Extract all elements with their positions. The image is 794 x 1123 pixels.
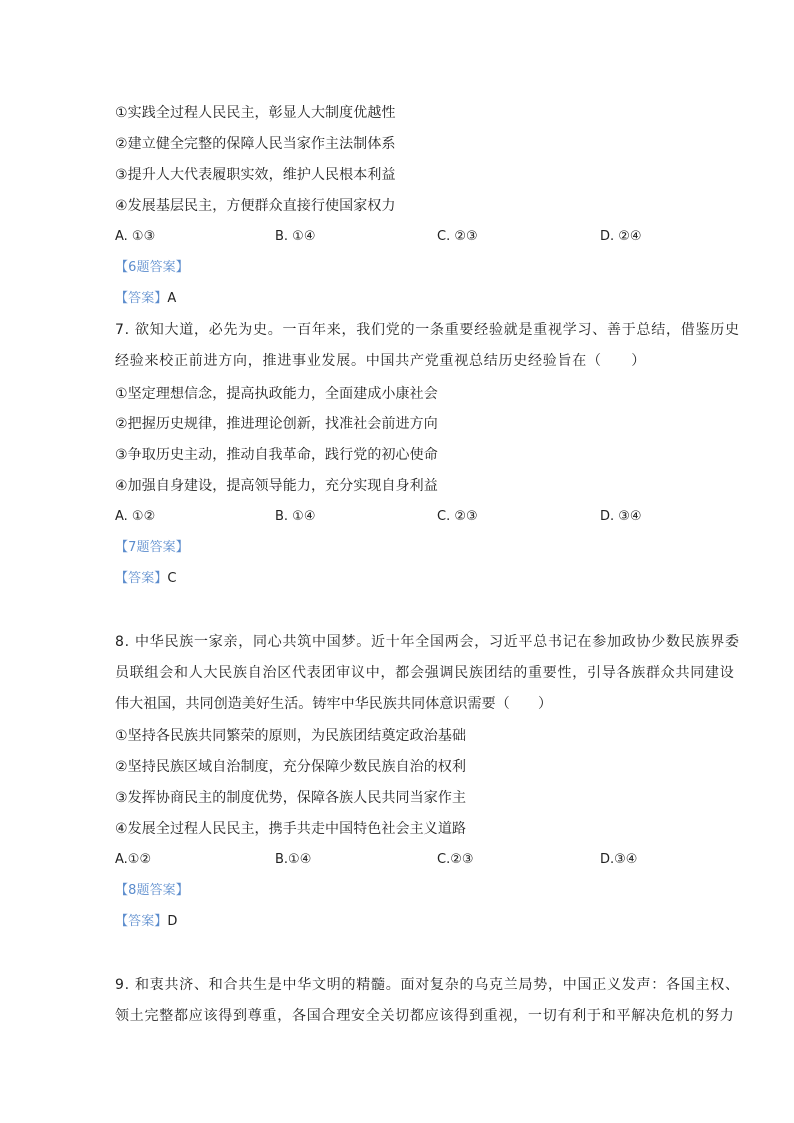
answer-value: C: [167, 571, 177, 586]
q7-option-1: ①坚定理想信念，提高执政能力，全面建成小康社会: [115, 386, 438, 402]
q8-answer-heading: 【8题答案】: [115, 883, 189, 898]
q8-option-3: ③发挥协商民主的制度优势，保障各族人民共同当家作主: [115, 790, 467, 806]
q7-option-3: ③争取历史主动，推动自我革命，践行党的初心使命: [115, 447, 438, 463]
q6-choices: [115, 228, 715, 246]
q6-choice-d: D. ②④: [600, 229, 642, 244]
q6-option-1: ①实践全过程人民民主，彰显人大制度优越性: [115, 105, 396, 121]
q7-stem-line-1: 7. 欲知大道，必先为史。一百年来，我们党的一条重要经验就是重视学习、善于总结，借鉴历史: [115, 322, 740, 338]
q8-option-4: ④发展全过程人民民主，携手共走中国特色社会主义道路: [115, 821, 467, 837]
q7-choice-a: A. ①②: [115, 509, 156, 524]
q7-choice-d: D. ③④: [600, 509, 642, 524]
answer-value: D: [167, 914, 178, 929]
q7-choices: [115, 508, 715, 526]
q8-choice-c: C.②③: [437, 852, 474, 867]
answer-value: A: [167, 291, 177, 306]
q6-choice-c: C. ②③: [437, 229, 478, 244]
q6-answer: [115, 290, 176, 308]
q8-option-2: ②坚持民族区域自治制度，充分保障少数民族自治的权利: [115, 759, 467, 775]
q8-choices: [115, 851, 715, 869]
q8-stem-line-3: 伟大祖国，共同创造美好生活。铸牢中华民族共同体意识需要（ ）: [115, 696, 553, 712]
q7-choice-c: C. ②③: [437, 509, 478, 524]
answer-label: 【答案】: [115, 571, 168, 586]
q8-answer: [115, 913, 178, 931]
q6-choice-a: A. ①③: [115, 229, 156, 244]
q8-choice-a: A.①②: [115, 852, 152, 867]
q8-choice-d: D.③④: [600, 852, 638, 867]
q6-option-4: ④发展基层民主，方便群众直接行使国家权力: [115, 198, 396, 214]
q9-stem-line-1: 9. 和衷共济、和合共生是中华文明的精髓。面对复杂的乌克兰局势，中国正义发声：各国主权、: [115, 977, 740, 993]
answer-label: 【答案】: [115, 914, 168, 929]
q7-choice-b: B. ①④: [275, 509, 316, 524]
q8-choice-b: B.①④: [275, 852, 312, 867]
answer-label: 【答案】: [115, 291, 168, 306]
q6-choice-b: B. ①④: [275, 229, 316, 244]
q8-stem-line-1: 8. 中华民族一家亲，同心共筑中国梦。近十年全国两会，习近平总书记在参加政协少数民族界委: [115, 634, 740, 650]
q8-option-1: ①坚持各民族共同繁荣的原则，为民族团结奠定政治基础: [115, 728, 467, 744]
q6-option-2: ②建立健全完整的保障人民当家作主法制体系: [115, 136, 396, 152]
q6-answer-heading: 【6题答案】: [115, 260, 189, 275]
q7-stem-line-2: 经验来校正前进方向，推进事业发展。中国共产党重视总结历史经验旨在（ ）: [115, 353, 646, 369]
q7-answer-heading: 【7题答案】: [115, 540, 189, 555]
q8-stem-line-2: 员联组会和人大民族自治区代表团审议中，都会强调民族团结的重要性，引导各族群众共同建设: [115, 665, 735, 681]
q7-option-4: ④加强自身建设，提高领导能力，充分实现自身利益: [115, 478, 438, 494]
q7-option-2: ②把握历史规律，推进理论创新，找准社会前进方向: [115, 416, 438, 432]
q9-stem-line-2: 领土完整都应该得到尊重，各国合理安全关切都应该得到重视，一切有利于和平解决危机的努力: [115, 1008, 735, 1024]
q6-option-3: ③提升人大代表履职实效，维护人民根本利益: [115, 167, 396, 183]
q7-answer: [115, 570, 177, 588]
